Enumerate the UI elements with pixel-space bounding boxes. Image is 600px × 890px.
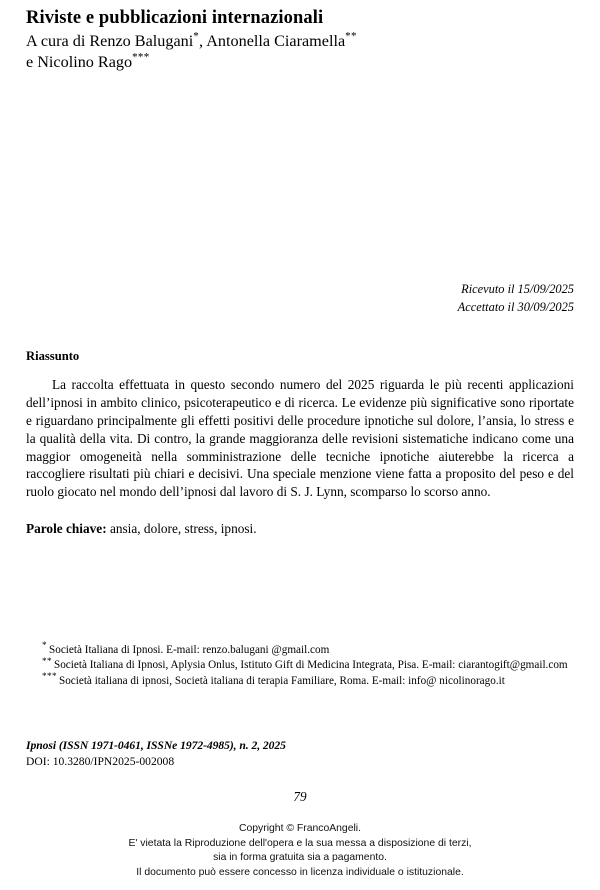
- byline-line-1-text: A cura di Renzo Balugani: [26, 31, 194, 50]
- doi-line: DOI: 10.3280/IPN2025-002008: [26, 754, 175, 768]
- received-date: Ricevuto il 15/09/2025: [461, 282, 574, 296]
- copyright-line-4: Il documento può essere concesso in licenza individuale o istituzionale.: [136, 866, 464, 878]
- keywords-value: ansia, dolore, stress, ipnosi.: [106, 521, 257, 537]
- footnote-marker-2: **: [345, 30, 357, 43]
- accepted-date: Accettato il 30/09/2025: [457, 299, 574, 314]
- footnote-marker-1: *: [193, 30, 200, 43]
- footnote-marker-icon: *: [42, 640, 47, 651]
- abstract-heading: Riassunto: [26, 349, 80, 363]
- copyright-footer: [0, 822, 600, 880]
- byline-line-1-continuation: , Antonella Ciaramella: [199, 31, 346, 50]
- copyright-line-1: Copyright © FrancoAngeli.: [238, 823, 361, 834]
- document-header: [26, 8, 574, 73]
- footnote-text: Società italiana di ipnosi, Società italiana di terapia Familiare, Roma. E-mail: info@ nicolinorago.it: [58, 674, 505, 687]
- footnote-marker-icon: ***: [42, 671, 57, 682]
- copyright-line-3: sia in forma gratuita sia a pagamento.: [213, 852, 387, 864]
- author-byline: [26, 31, 574, 73]
- page-title: Riviste e pubblicazioni internazionali: [26, 8, 324, 28]
- keywords-label: Parole chiave:: [26, 521, 107, 537]
- issn-line: Ipnosi (ISSN 1971-0461, ISSNe 1972-4985), n. 2, 2025: [26, 739, 286, 752]
- abstract-section: [26, 349, 574, 538]
- keywords-line: [26, 520, 574, 538]
- footnote-item: [26, 655, 574, 673]
- footnote-marker-3: ***: [132, 51, 150, 64]
- copyright-line-2: E' vietata la Riproduzione dell'opera e la sua messa a disposizione di terzi,: [128, 837, 472, 849]
- footnote-text: Società Italiana di Ipnosi. E-mail: renzo.balugani @gmail.com: [49, 644, 330, 656]
- page-number: 79: [293, 789, 307, 804]
- footnote-text: Società Italiana di Ipnosi, Aplysia Onlus, Istituto Gift di Medicina Integrata, Pisa. E-mail: ciarantogift@gmail.com: [53, 659, 568, 672]
- footnote-item: [26, 671, 574, 689]
- abstract-body: La raccolta effettuata in questo secondo numero del 2025 riguarda le più recenti applicazioni dell’ipnosi in ambito clinico, psicoterapeutico e di ricerca. Le evidenze più significative sono riportate e riguardano principalmente gli effetti positivi delle procedure ipnotiche sul dolore, l’ansia, lo stress e la qualità della vita. Di contro, la grande maggioranza delle revisioni sistematiche indicano come una maggior omogeneità nella somministrazione delle tecniche ipnotiche aiuterebbe la ricerca a raccogliere risultati più chiari e decisivi. Una speciale menzione viene fatta a proposito del peso e del ruolo giocato nel mondo dell’ipnosi dal lavoro di S. J. Lynn, scomparso lo scorso anno.: [26, 377, 574, 500]
- byline-line-2-text: e Nicolino Rago: [26, 52, 133, 71]
- journal-citation: [26, 738, 286, 770]
- footnote-marker-icon: **: [42, 655, 52, 666]
- footnotes-section: [26, 640, 574, 689]
- footnote-item: [26, 640, 574, 658]
- submission-dates: [458, 281, 574, 316]
